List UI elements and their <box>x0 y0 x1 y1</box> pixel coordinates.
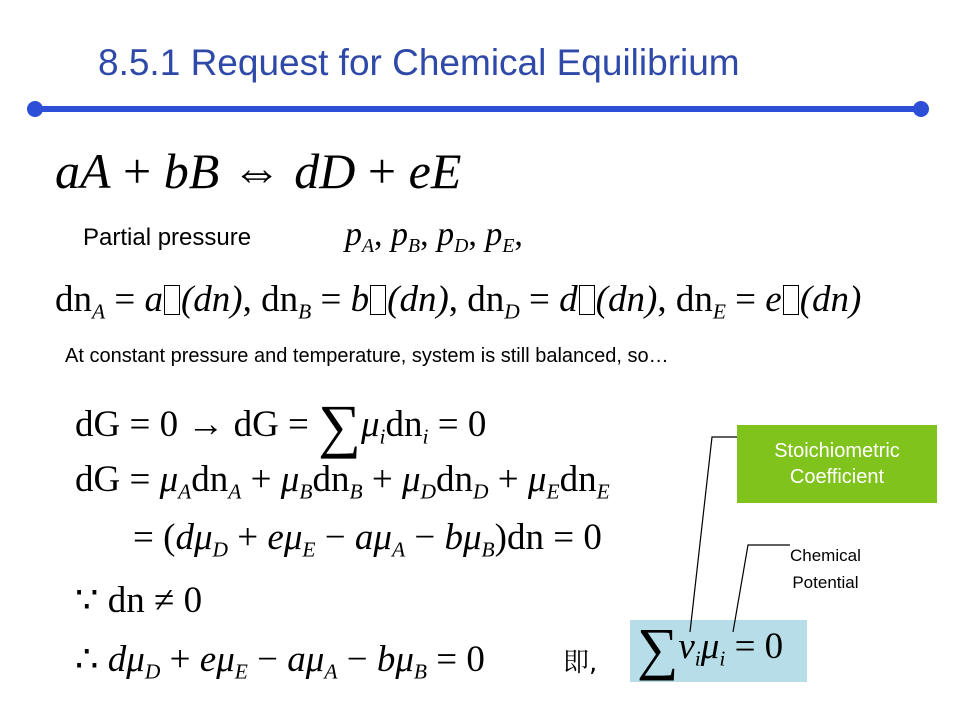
ji-connector: 即, <box>563 648 598 678</box>
mole-change-equation: $dn_A = a$ (dn), $dn_B = b$ (dn), $dn_D = d$ (dn), $dn_E = e$ (dn) <box>55 279 862 324</box>
sum-equation: $\sum\nu_i\mu_i = 0$ <box>637 616 784 681</box>
partial-pressure-symbols: $p_A$, $p_B$, $p_D$, $p_E$, <box>345 216 523 257</box>
therefore-equation: ∴ $d\mu_D + e\mu_E - a\mu_A - b\mu_B = 0$ <box>75 639 485 684</box>
chemical-potential-callout: Chemical Potential <box>790 546 861 592</box>
stoichiometric-coefficient-callout: Stoichiometric Coefficient <box>737 425 937 503</box>
gibbs-factored-equation: = $(d\mu_D + e\mu_E - a\mu_A - b\mu_B)dn = 0$ <box>133 517 602 562</box>
divider-left-dot <box>27 101 43 117</box>
condition-note: At constant pressure and temperature, system is still balanced, so… <box>65 345 669 367</box>
stoichiometric-leader-line <box>690 437 737 632</box>
reaction-equation: aA + bB ⇔ dD + eE <box>55 143 462 199</box>
page-title: 8.5.1 Request for Chemical Equilibrium <box>98 42 740 83</box>
title-divider <box>35 106 921 112</box>
divider-right-dot <box>913 101 929 117</box>
gibbs-zero-equation: dG = 0 → dG = $\sum\mu_idn_i = 0$ <box>75 393 487 459</box>
because-statement: ∵ dn ≠ 0 <box>75 580 203 621</box>
partial-pressure-label: Partial pressure <box>83 224 252 251</box>
gibbs-expanded-equation: dG = $\mu_Adn_A + \mu_Bdn_B + \mu_Ddn_D + \mu_Edn_E$ <box>75 459 610 504</box>
